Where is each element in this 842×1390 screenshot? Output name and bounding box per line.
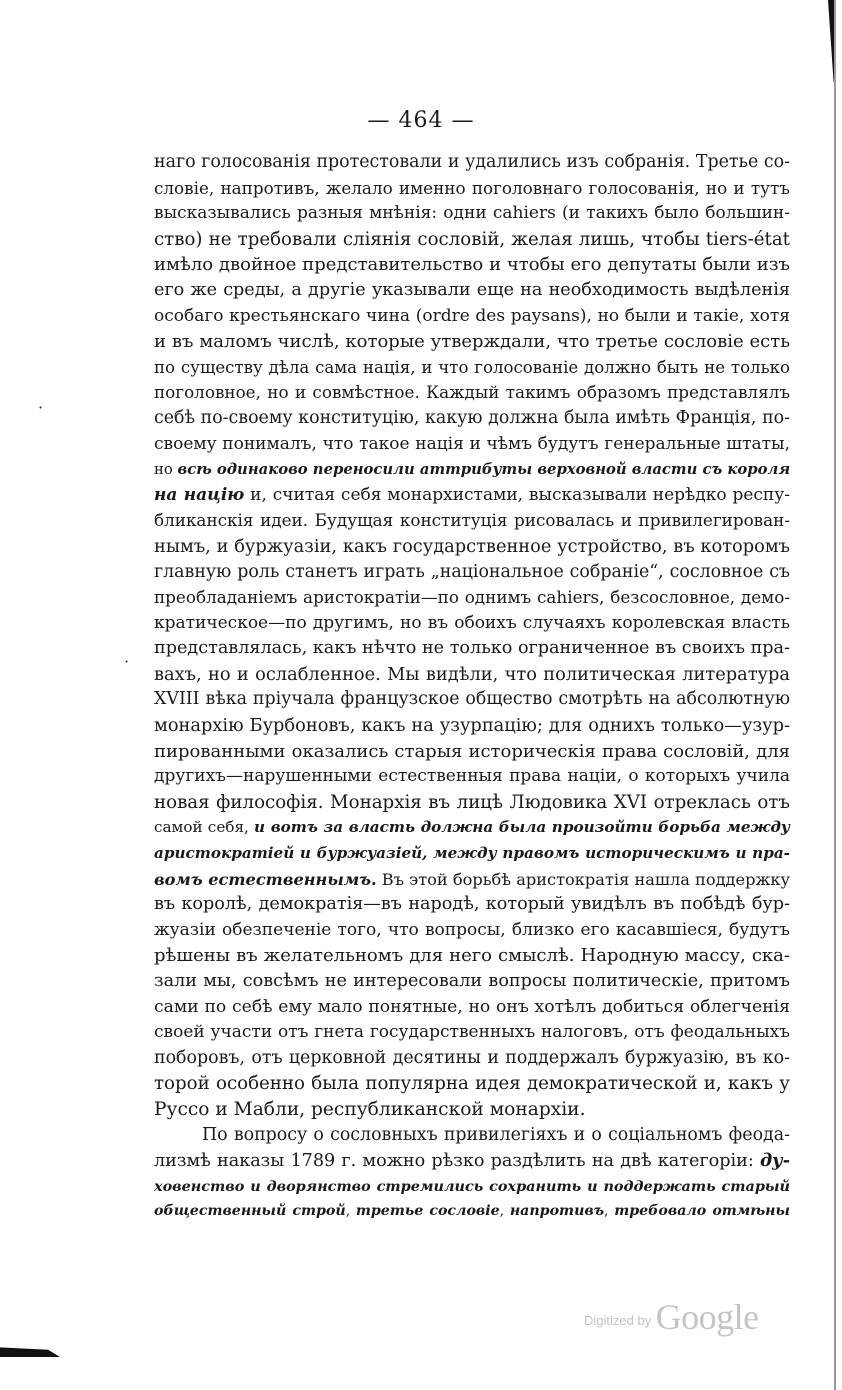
- text-run: ,: [345, 1203, 356, 1220]
- text-run: другихъ—нарушенными естественныя права націи, о которыхъ учила: [154, 766, 790, 787]
- text-run: новая философія. Монархія въ лицѣ Людовика XVI отреклась отъ: [154, 791, 790, 813]
- text-run: представлялась, какъ нѣчто не только ограниченное въ своихъ пра-: [154, 638, 790, 659]
- text-line: [154, 252, 790, 278]
- text-run: лизмѣ наказы 1789 г. можно рѣзко раздѣлить на двѣ категоріи:: [154, 1151, 760, 1172]
- text-line: [154, 355, 790, 381]
- text-line: [154, 1046, 790, 1072]
- text-run: преобладаніемъ аристократіи—по однимъ cahiers, безсословное, демо-: [154, 587, 790, 608]
- text-run: рѣшены въ желательномъ для него смыслѣ. Народную массу, ска-: [154, 945, 790, 967]
- emphasized-text: всѣ одинаково переносили аттрибуты верховной власти съ короля: [177, 461, 791, 479]
- text-line: [154, 176, 790, 202]
- text-run: Въ этой борьбѣ аристократія нашла поддержку: [376, 869, 790, 889]
- text-run: монархію Бурбоновъ, какъ на узурпацію; для однихъ только—узур-: [154, 715, 790, 737]
- text-line: [154, 739, 790, 765]
- text-line: [154, 1097, 790, 1123]
- digitized-watermark: [584, 1296, 759, 1338]
- text-run: въ королѣ, демократія—въ народѣ, который увидѣлъ въ побѣдѣ бур-: [154, 894, 790, 915]
- text-run: вахъ, но и ослабленное. Мы видѣли, что политическая литература: [154, 663, 790, 685]
- text-line: [154, 1174, 790, 1200]
- text-line: [154, 304, 790, 330]
- text-line: [154, 432, 790, 458]
- emphasized-text: ду-: [759, 1150, 790, 1172]
- text-line: [154, 483, 790, 509]
- text-line: [154, 636, 790, 662]
- emphasized-text: и вотъ за власть должна была произойти борьба между: [254, 818, 790, 837]
- text-run: особаго крестьянскаго чина (ordre des paysans), но были и такіе, хотя: [154, 305, 790, 326]
- text-run: Руссо и Мабли, республиканской монархіи.: [154, 1098, 586, 1120]
- text-run: поголовное, но и совмѣстное. Каждый такимъ образомъ представлялъ: [154, 382, 790, 403]
- text-run: XVIII вѣка пріучала французское общество смотрѣть на абсолютную: [154, 689, 790, 710]
- text-run: жуазіи обезпеченіе того, что вопросы, близко его касавшіеся, будутъ: [154, 919, 790, 940]
- text-line: [154, 534, 790, 560]
- text-line: [154, 1020, 790, 1046]
- text-line: [154, 508, 790, 534]
- margin-speck: ·: [38, 398, 44, 417]
- text-run: ство) не требовали сліянія сословій, желая лишь, чтобы tiers-état: [154, 228, 790, 250]
- text-line: [154, 611, 790, 637]
- text-run: имѣло двойное представительство и чтобы его депутаты были изъ: [154, 254, 790, 276]
- text-line: [154, 764, 790, 790]
- text-line: [154, 380, 790, 406]
- emphasized-text: вомъ естественнымъ.: [154, 869, 377, 889]
- text-run: самой себя,: [154, 818, 255, 837]
- text-run: себѣ по-своему конституцію, какую должна была имѣть Франція, по-: [154, 407, 790, 428]
- google-logo-text: Google: [655, 1297, 759, 1337]
- emphasized-text: напротивъ: [509, 1203, 605, 1220]
- text-run: и въ маломъ числѣ, которые утверждали, что третье сословіе есть: [154, 331, 790, 353]
- emphasized-text: на націю: [154, 484, 245, 505]
- text-run: нымъ, и буржуазіи, какъ государственное устройство, въ которомъ: [154, 535, 790, 557]
- text-line: [154, 585, 790, 611]
- text-line: [154, 790, 790, 816]
- text-run: по существу дѣла сама нація, и что голосованіе должно быть не только: [154, 357, 790, 377]
- text-line: [154, 1199, 790, 1225]
- text-run: кратическое—по другимъ, но въ обоихъ случаяхъ королевская власть: [154, 612, 790, 633]
- emphasized-text: третье сословіе: [355, 1203, 500, 1220]
- text-line: [154, 918, 790, 944]
- emphasized-text: аристократіей и буржуазіей, между правомъ историческимъ и пра-: [154, 844, 790, 863]
- text-run: По вопросу о сословныхъ привилегіяхъ и о соціальномъ феода-: [202, 1124, 790, 1145]
- text-line: [154, 227, 790, 253]
- text-line: [154, 841, 790, 867]
- text-line: [154, 1148, 790, 1174]
- page-edge-line: [834, 0, 836, 1390]
- text-line: [154, 329, 790, 355]
- text-line: [154, 687, 790, 713]
- text-line: [154, 1123, 790, 1149]
- text-line: [154, 995, 790, 1021]
- text-line: [154, 406, 790, 432]
- text-run: ,: [499, 1203, 510, 1220]
- emphasized-text: требовало отмѣны: [614, 1203, 790, 1220]
- margin-speck: ·: [124, 652, 130, 671]
- text-line: [154, 1071, 790, 1097]
- watermark-small-text: Digitized by: [584, 1313, 652, 1328]
- text-run: ,: [604, 1203, 615, 1220]
- text-run: своей участи отъ гнета государственныхъ налоговъ, отъ феодальныхъ: [154, 1022, 790, 1043]
- text-line: [154, 201, 790, 227]
- text-line: [154, 713, 790, 739]
- body-text: [154, 150, 790, 1225]
- text-run: поборовъ, отъ церковной десятины и поддержалъ буржуазію, въ ко-: [154, 1047, 790, 1068]
- text-line: [154, 969, 790, 995]
- text-run: словіе, напротивъ, желало именно поголовнаго голосованія, но и тутъ: [154, 177, 790, 198]
- text-line: [154, 867, 790, 893]
- text-run: торой особенно была популярна идея демократической и, какъ у: [154, 1073, 790, 1095]
- text-run: высказывались разныя мнѣнія: одни cahiers (и такихъ было большин-: [154, 203, 790, 224]
- text-run: зали мы, совсѣмъ не интересовали вопросы политическіе, притомъ: [154, 971, 790, 991]
- text-run: пированными оказались старыя историческія права сословій, для: [154, 740, 790, 762]
- text-line: [154, 150, 790, 176]
- text-line: [154, 662, 790, 688]
- text-line: [154, 560, 790, 586]
- text-run: своему понималъ, что такое нація и чѣмъ будутъ генеральные штаты,: [154, 433, 790, 454]
- text-line: [154, 943, 790, 969]
- text-run: главную роль станетъ играть „національное собраніе“, сословное съ: [154, 561, 790, 582]
- text-line: [154, 815, 790, 841]
- text-run: наго голосованія протестовали и удалились изъ собранія. Третье со-: [154, 152, 790, 172]
- emphasized-text: общественный строй: [154, 1203, 346, 1220]
- text-run: и, считая себя монархистами, высказывали нерѣдко респу-: [244, 484, 790, 505]
- text-run: но: [154, 461, 178, 479]
- emphasized-text: ховенство и дворянство стремились сохранить и поддержать старый: [154, 1177, 790, 1195]
- text-run: его же среды, а другіе указывали еще на необходимость выдѣленія: [154, 279, 790, 300]
- scan-bottom-mark: [0, 1345, 60, 1357]
- text-run: сами по себѣ ему мало понятные, но онъ хотѣлъ добиться облегченія: [154, 996, 790, 1017]
- page-number: — 464 —: [367, 108, 475, 133]
- text-line: [154, 278, 790, 304]
- text-line: [154, 892, 790, 918]
- text-line: [154, 457, 790, 483]
- text-run: бликанскія идеи. Будущая конституція рисовалась и привилегирован-: [154, 510, 790, 531]
